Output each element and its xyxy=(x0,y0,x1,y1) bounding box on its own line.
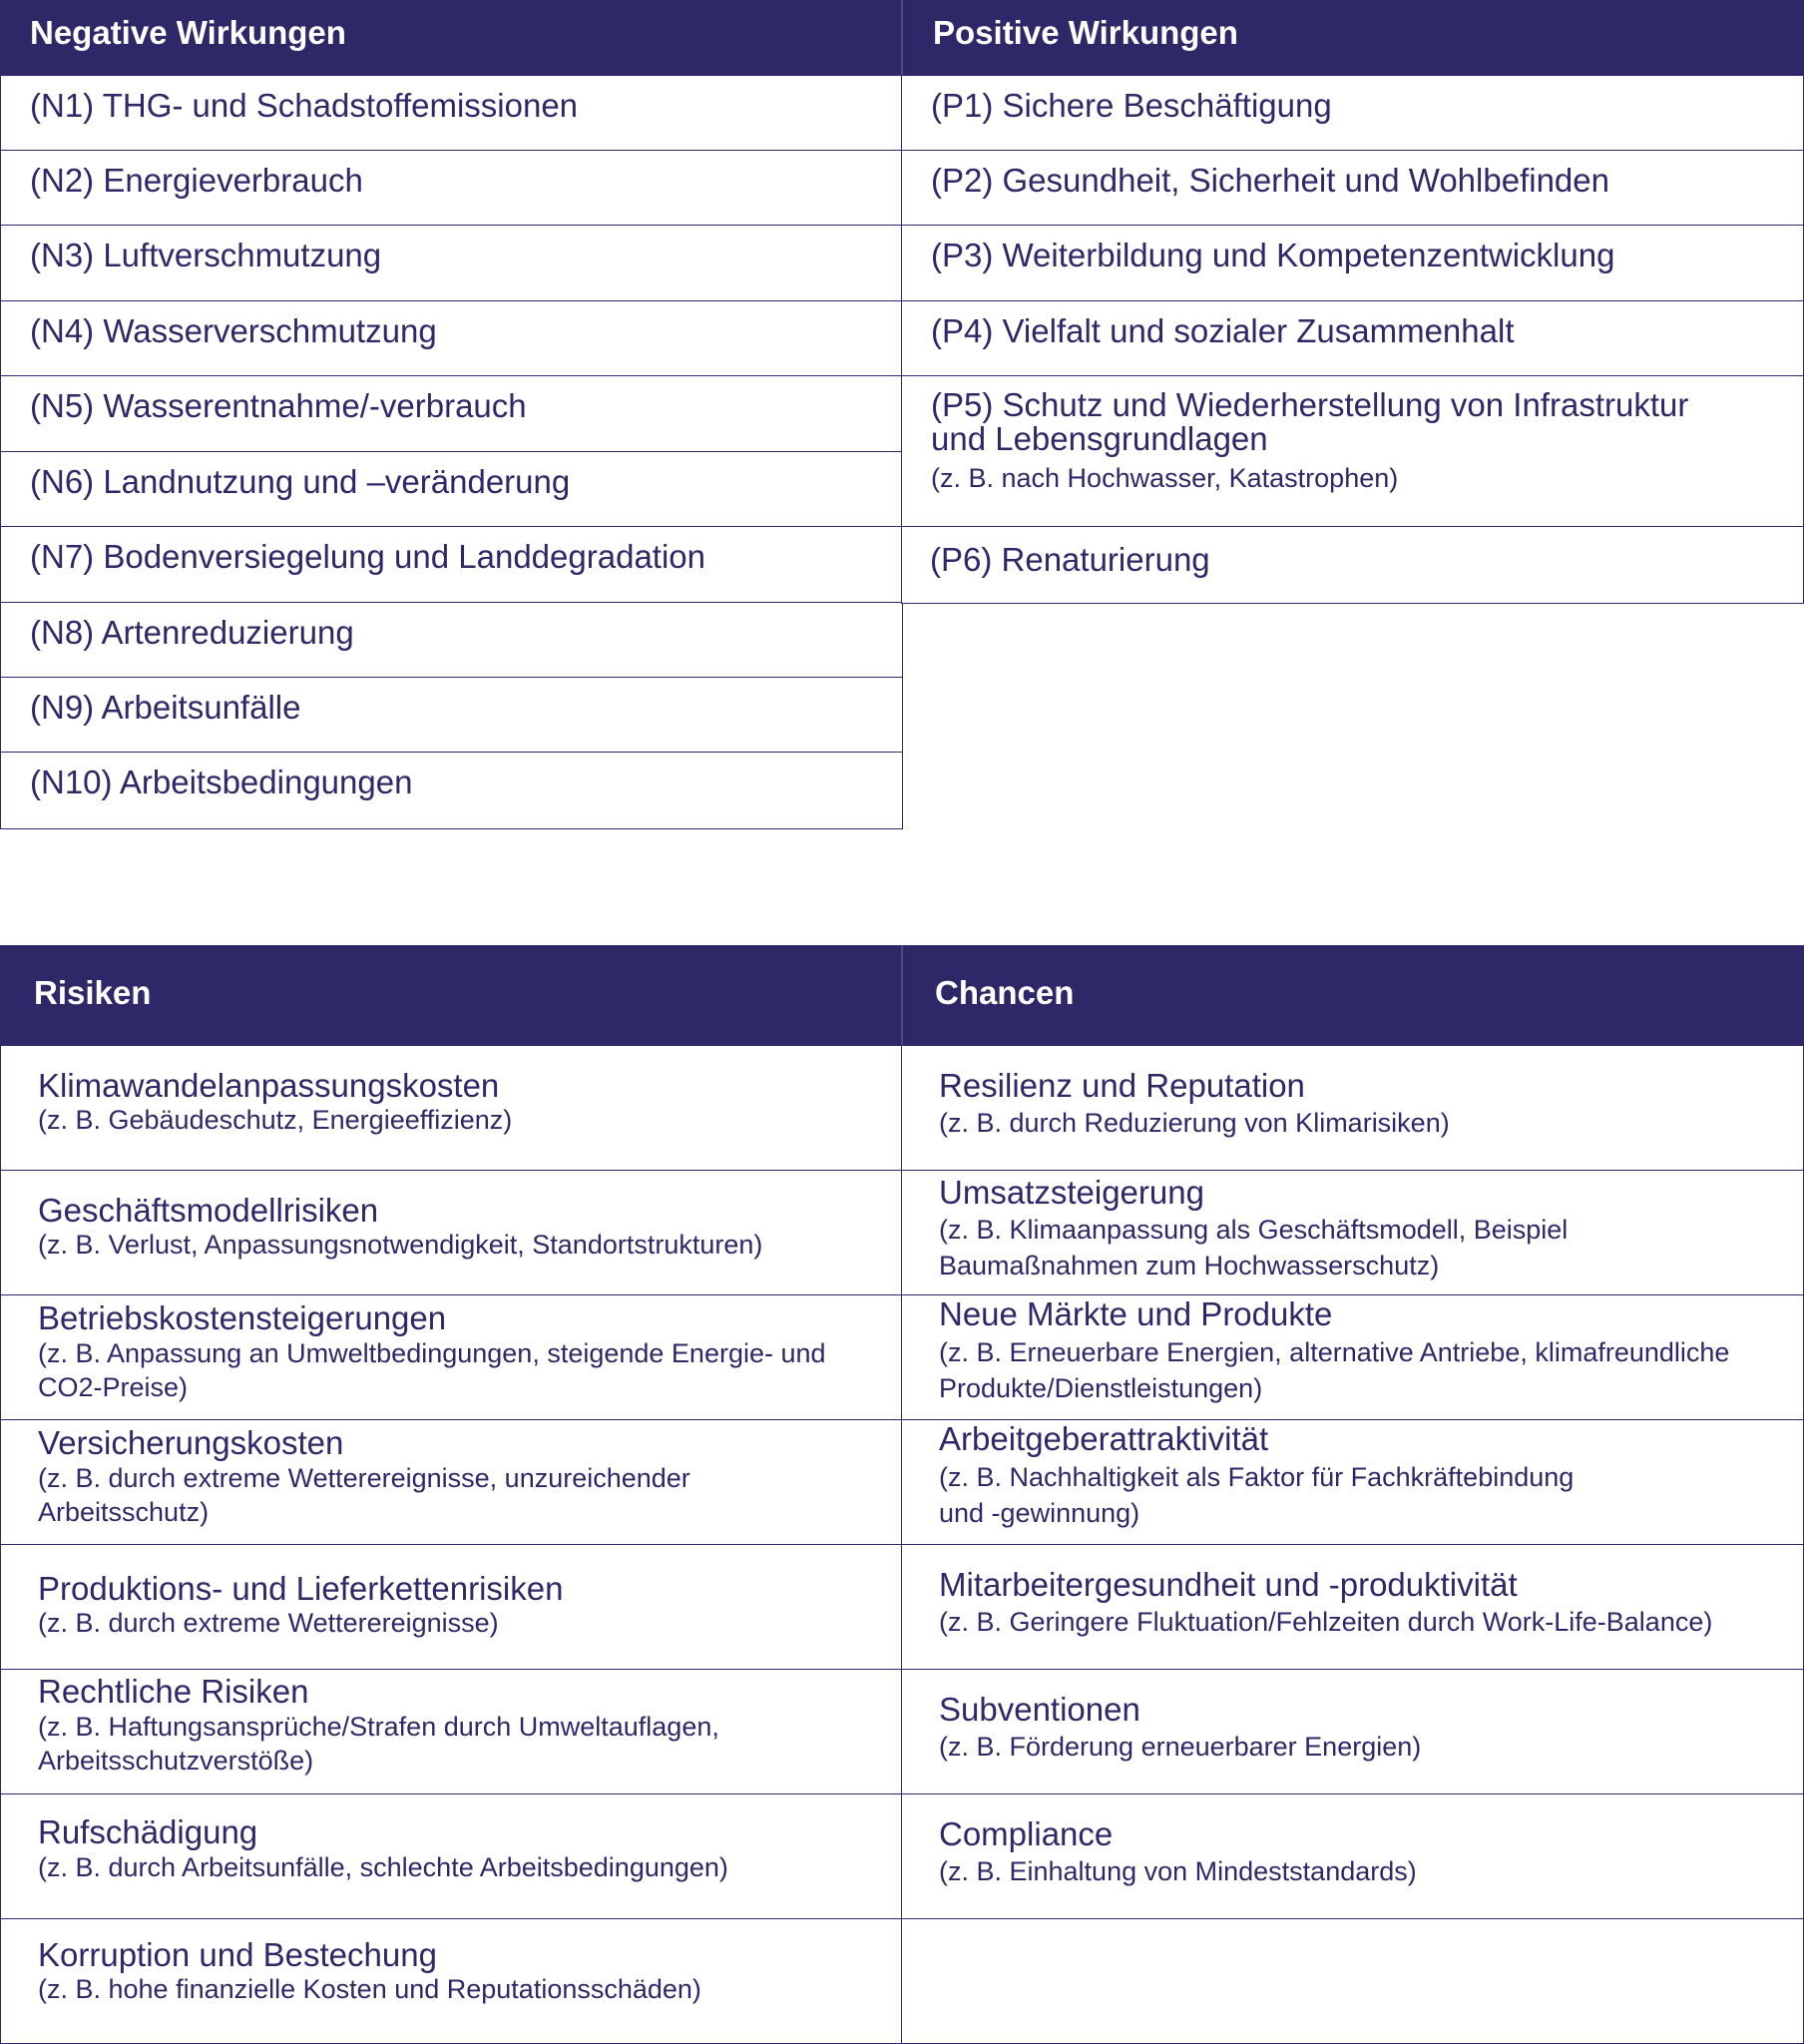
opportunity-item xyxy=(901,1669,1804,1795)
opportunity-note: (z. B. Nachhaltigkeit als Faktor für Fachkräftebindung xyxy=(939,1462,1575,1492)
risk-note: (z. B. Anpassung an Umweltbedingungen, steigende Energie- und xyxy=(38,1338,826,1368)
opportunity-item xyxy=(901,1294,1804,1421)
list-item-n8 xyxy=(0,602,903,679)
list-item-p4 xyxy=(901,300,1804,377)
list-item-n4 xyxy=(0,300,903,377)
risk-item xyxy=(0,1918,903,2044)
risk-title: Rechtliche Risiken xyxy=(38,1673,309,1710)
opportunity-note-line2: Produkte/Dienstleistungen) xyxy=(939,1373,1263,1403)
list-item-p1 xyxy=(901,75,1804,152)
opportunity-title: Subventionen xyxy=(939,1691,1140,1728)
list-item-label: (N9) Arbeitsunfälle xyxy=(30,689,301,726)
risk-item xyxy=(0,1669,903,1795)
opportunity-item xyxy=(901,1419,1804,1546)
list-item-label: (N2) Energieverbrauch xyxy=(30,162,363,199)
risk-item xyxy=(0,1419,903,1546)
list-item-label: (N4) Wasserverschmutzung xyxy=(30,312,437,349)
list-item-n10 xyxy=(0,752,903,829)
list-item-label: (N1) THG- und Schadstoffemissionen xyxy=(30,87,579,124)
list-item-p6 xyxy=(901,526,1804,604)
risk-note: (z. B. durch extreme Wetterereignisse) xyxy=(38,1608,499,1638)
risk-title: Rufschädigung xyxy=(38,1813,258,1850)
opportunity-note: (z. B. Einhaltung von Mindeststandards) xyxy=(939,1856,1417,1886)
risk-title: Versicherungskosten xyxy=(38,1424,344,1461)
list-item-label: (P1) Sichere Beschäftigung xyxy=(931,87,1332,124)
list-item-label: (N3) Luftverschmutzung xyxy=(30,237,382,273)
list-item-label-line2: und Lebensgrundlagen xyxy=(931,420,1268,457)
risk-item xyxy=(0,1170,903,1296)
risk-item xyxy=(0,1544,903,1671)
list-item-label: (P2) Gesundheit, Sicherheit und Wohlbefinden xyxy=(931,162,1609,199)
opportunity-title: Resilienz und Reputation xyxy=(939,1067,1305,1104)
opportunity-title: Neue Märkte und Produkte xyxy=(939,1295,1333,1332)
list-item-n6 xyxy=(0,451,903,528)
risk-title: Produktions- und Lieferkettenrisiken xyxy=(38,1570,564,1607)
list-item-n1 xyxy=(0,75,903,152)
opportunity-title: Arbeitgeberattraktivität xyxy=(939,1420,1269,1457)
risk-note: (z. B. Verlust, Anpassungsnotwendigkeit, Standortstrukturen) xyxy=(38,1230,763,1260)
opportunity-title: Umsatzsteigerung xyxy=(939,1174,1204,1211)
list-item-p5 xyxy=(901,375,1804,528)
list-item-label: (N7) Bodenversiegelung und Landdegradation xyxy=(30,538,705,575)
opportunity-note: (z. B. Erneuerbare Energien, alternative Antriebe, klimafreundliche xyxy=(939,1337,1730,1367)
list-item-p3 xyxy=(901,225,1804,302)
risk-note: (z. B. Haftungsansprüche/Strafen durch Umweltauflagen, xyxy=(38,1712,719,1742)
risk-note: (z. B. hohe finanzielle Kosten und Reputationsschäden) xyxy=(38,1974,701,2004)
list-item-n9 xyxy=(0,677,903,754)
list-item-note: (z. B. nach Hochwasser, Katastrophen) xyxy=(931,463,1399,493)
risk-note-line2: CO2-Preise) xyxy=(38,1372,189,1402)
list-item-n3 xyxy=(0,225,903,302)
opportunity-note: (z. B. durch Reduzierung von Klimarisiken) xyxy=(939,1108,1450,1138)
risk-note: (z. B. durch Arbeitsunfälle, schlechte Arbeitsbedingungen) xyxy=(38,1852,728,1882)
opportunity-item xyxy=(901,1793,1804,1920)
list-item-label: (P6) Renaturierung xyxy=(930,541,1210,578)
list-item-p2 xyxy=(901,150,1804,227)
opportunity-title: Mitarbeitergesundheit und -produktivität xyxy=(939,1566,1518,1603)
list-item-label: (P4) Vielfalt und sozialer Zusammenhalt xyxy=(931,312,1515,349)
risk-item xyxy=(0,1793,903,1920)
list-item-label: (N5) Wasserentnahme/-verbrauch xyxy=(30,387,527,424)
risk-note: (z. B. durch extreme Wetterereignisse, unzureichender xyxy=(38,1463,690,1493)
header-divider xyxy=(901,945,903,1047)
opportunity-note: (z. B. Geringere Fluktuation/Fehlzeiten durch Work-Life-Balance) xyxy=(939,1607,1713,1637)
opportunities-header: Chancen xyxy=(935,974,1075,1011)
list-item-label: (P5) Schutz und Wiederherstellung von Infrastruktur xyxy=(931,386,1689,423)
list-item-label: (N8) Artenreduzierung xyxy=(30,614,354,651)
risk-title: Geschäftsmodellrisiken xyxy=(38,1192,379,1229)
opportunity-empty-cell xyxy=(901,1918,1804,2044)
header-divider xyxy=(901,0,903,76)
risk-title: Klimawandelanpassungskosten xyxy=(38,1067,500,1104)
risk-note-line2: Arbeitsschutz) xyxy=(38,1497,210,1527)
opportunity-item xyxy=(901,1045,1804,1172)
opportunity-title: Compliance xyxy=(939,1815,1114,1852)
negative-impacts-header: Negative Wirkungen xyxy=(30,14,346,51)
list-item-label: (N10) Arbeitsbedingungen xyxy=(30,764,413,800)
positive-impacts-header: Positive Wirkungen xyxy=(933,14,1238,51)
list-item-label: (P3) Weiterbildung und Kompetenzentwicklung xyxy=(931,237,1615,273)
risk-item xyxy=(0,1294,903,1421)
opportunity-note-line2: Baumaßnahmen zum Hochwasserschutz) xyxy=(939,1251,1440,1280)
opportunity-item xyxy=(901,1544,1804,1671)
risks-header: Risiken xyxy=(34,974,152,1011)
list-item-n7 xyxy=(0,526,903,604)
list-item-n5 xyxy=(0,375,903,453)
opportunity-note-line2: und -gewinnung) xyxy=(939,1498,1140,1528)
opportunity-note: (z. B. Klimaanpassung als Geschäftsmodell, Beispiel xyxy=(939,1215,1569,1245)
list-item-label: (N6) Landnutzung und –veränderung xyxy=(30,463,571,500)
risk-note-line2: Arbeitsschutzverstöße) xyxy=(38,1746,314,1776)
opportunity-item xyxy=(901,1170,1804,1296)
risk-title: Korruption und Bestechung xyxy=(38,1936,437,1973)
opportunity-note: (z. B. Förderung erneuerbarer Energien) xyxy=(939,1732,1422,1762)
risk-note: (z. B. Gebäudeschutz, Energieeffizienz) xyxy=(38,1105,513,1135)
list-item-n2 xyxy=(0,150,903,227)
risk-item xyxy=(0,1045,903,1172)
risk-title: Betriebskostensteigerungen xyxy=(38,1299,447,1336)
